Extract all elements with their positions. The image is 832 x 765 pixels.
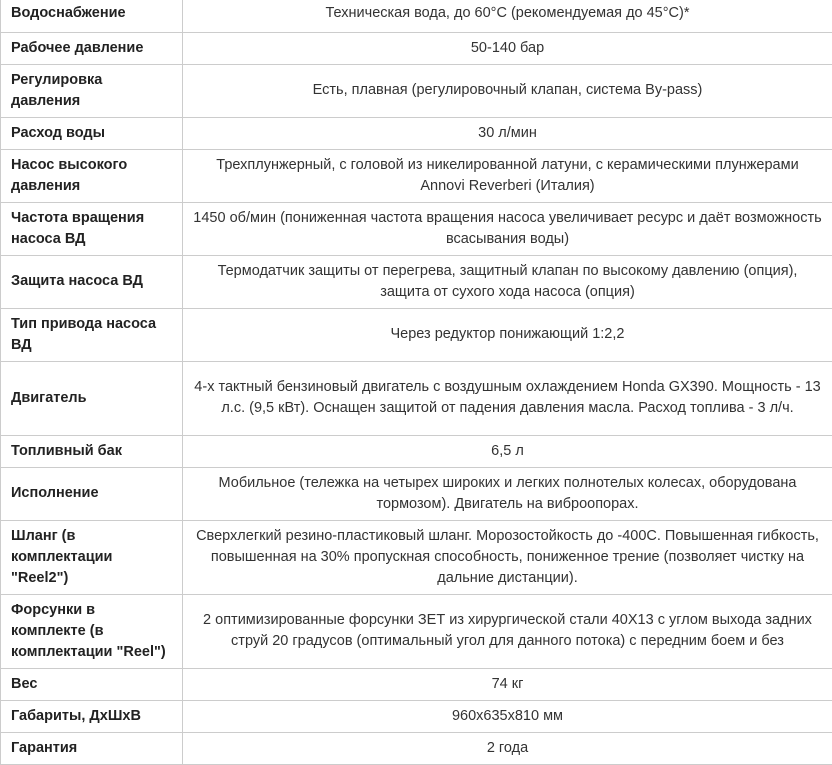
spec-name: Топливный бак <box>1 435 183 467</box>
table-row <box>1 520 832 594</box>
spec-name: Шланг (в комплектации "Reel2") <box>1 520 183 594</box>
specifications-body <box>1 0 832 764</box>
table-row <box>1 149 832 202</box>
table-row <box>1 0 832 32</box>
spec-name: Гарантия <box>1 732 183 764</box>
table-row <box>1 361 832 435</box>
spec-name: Расход воды <box>1 117 183 149</box>
spec-name: Тип привода насоса ВД <box>1 308 183 361</box>
spec-value: 960х635х810 мм <box>183 700 832 732</box>
spec-value: Техническая вода, до 60°С (рекомендуемая до 45°С)* <box>183 0 832 32</box>
spec-name: Вес <box>1 668 183 700</box>
table-row <box>1 64 832 117</box>
spec-value: 4-х тактный бензиновый двигатель с воздушным охлаждением Honda GX390. Мощность - 13 л.с. (9,5 кВт). Оснащен защитой от падения давления масла. Расход топлива - 3 л/ч. <box>183 361 832 435</box>
spec-name: Двигатель <box>1 361 183 435</box>
spec-value: Термодатчик защиты от перегрева, защитный клапан по высокому давлению (опция), защита от сухого хода насоса (опция) <box>183 255 832 308</box>
spec-value: 2 оптимизированные форсунки ЗЕТ из хирургической стали 40Х13 с углом выхода задних струй 20 градусов (оптимальный угол для данного потока) с передним боем и без <box>183 594 832 668</box>
table-row <box>1 700 832 732</box>
spec-value: 50-140 бар <box>183 32 832 64</box>
spec-name: Форсунки в комплекте (в комплектации "Reel") <box>1 594 183 668</box>
spec-value: 6,5 л <box>183 435 832 467</box>
table-row <box>1 467 832 520</box>
spec-value: Мобильное (тележка на четырех широких и легких полнотелых колесах, оборудована тормозом). Двигатель на виброопорах. <box>183 467 832 520</box>
table-row <box>1 732 832 764</box>
spec-name: Рабочее давление <box>1 32 183 64</box>
spec-value: Через редуктор понижающий 1:2,2 <box>183 308 832 361</box>
spec-name: Габариты, ДхШхВ <box>1 700 183 732</box>
spec-value: 1450 об/мин (пониженная частота вращения насоса увеличивает ресурс и даёт возможность всасывания воды) <box>183 202 832 255</box>
table-row <box>1 117 832 149</box>
spec-value: Трехплунжерный, с головой из никелированной латуни, с керамическими плунжерами Annovi Reverberi (Италия) <box>183 149 832 202</box>
table-row <box>1 308 832 361</box>
table-row <box>1 435 832 467</box>
table-row <box>1 594 832 668</box>
spec-name: Частота вращения насоса ВД <box>1 202 183 255</box>
spec-value: Есть, плавная (регулировочный клапан, система By-pass) <box>183 64 832 117</box>
spec-value: 2 года <box>183 732 832 764</box>
table-row <box>1 255 832 308</box>
table-row <box>1 668 832 700</box>
spec-name: Защита насоса ВД <box>1 255 183 308</box>
spec-name: Водоснабжение <box>1 0 183 32</box>
spec-name: Исполнение <box>1 467 183 520</box>
table-row <box>1 202 832 255</box>
spec-value: 74 кг <box>183 668 832 700</box>
table-row <box>1 32 832 64</box>
spec-value: 30 л/мин <box>183 117 832 149</box>
spec-value: Сверхлегкий резино-пластиковый шланг. Морозостойкость до -400С. Повышенная гибкость, повышенная на 30% пропускная способность, пониженное трение (позволяет чистку на дальние дистанции). <box>183 520 832 594</box>
spec-name: Насос высокого давления <box>1 149 183 202</box>
spec-name: Регулировка давления <box>1 64 183 117</box>
